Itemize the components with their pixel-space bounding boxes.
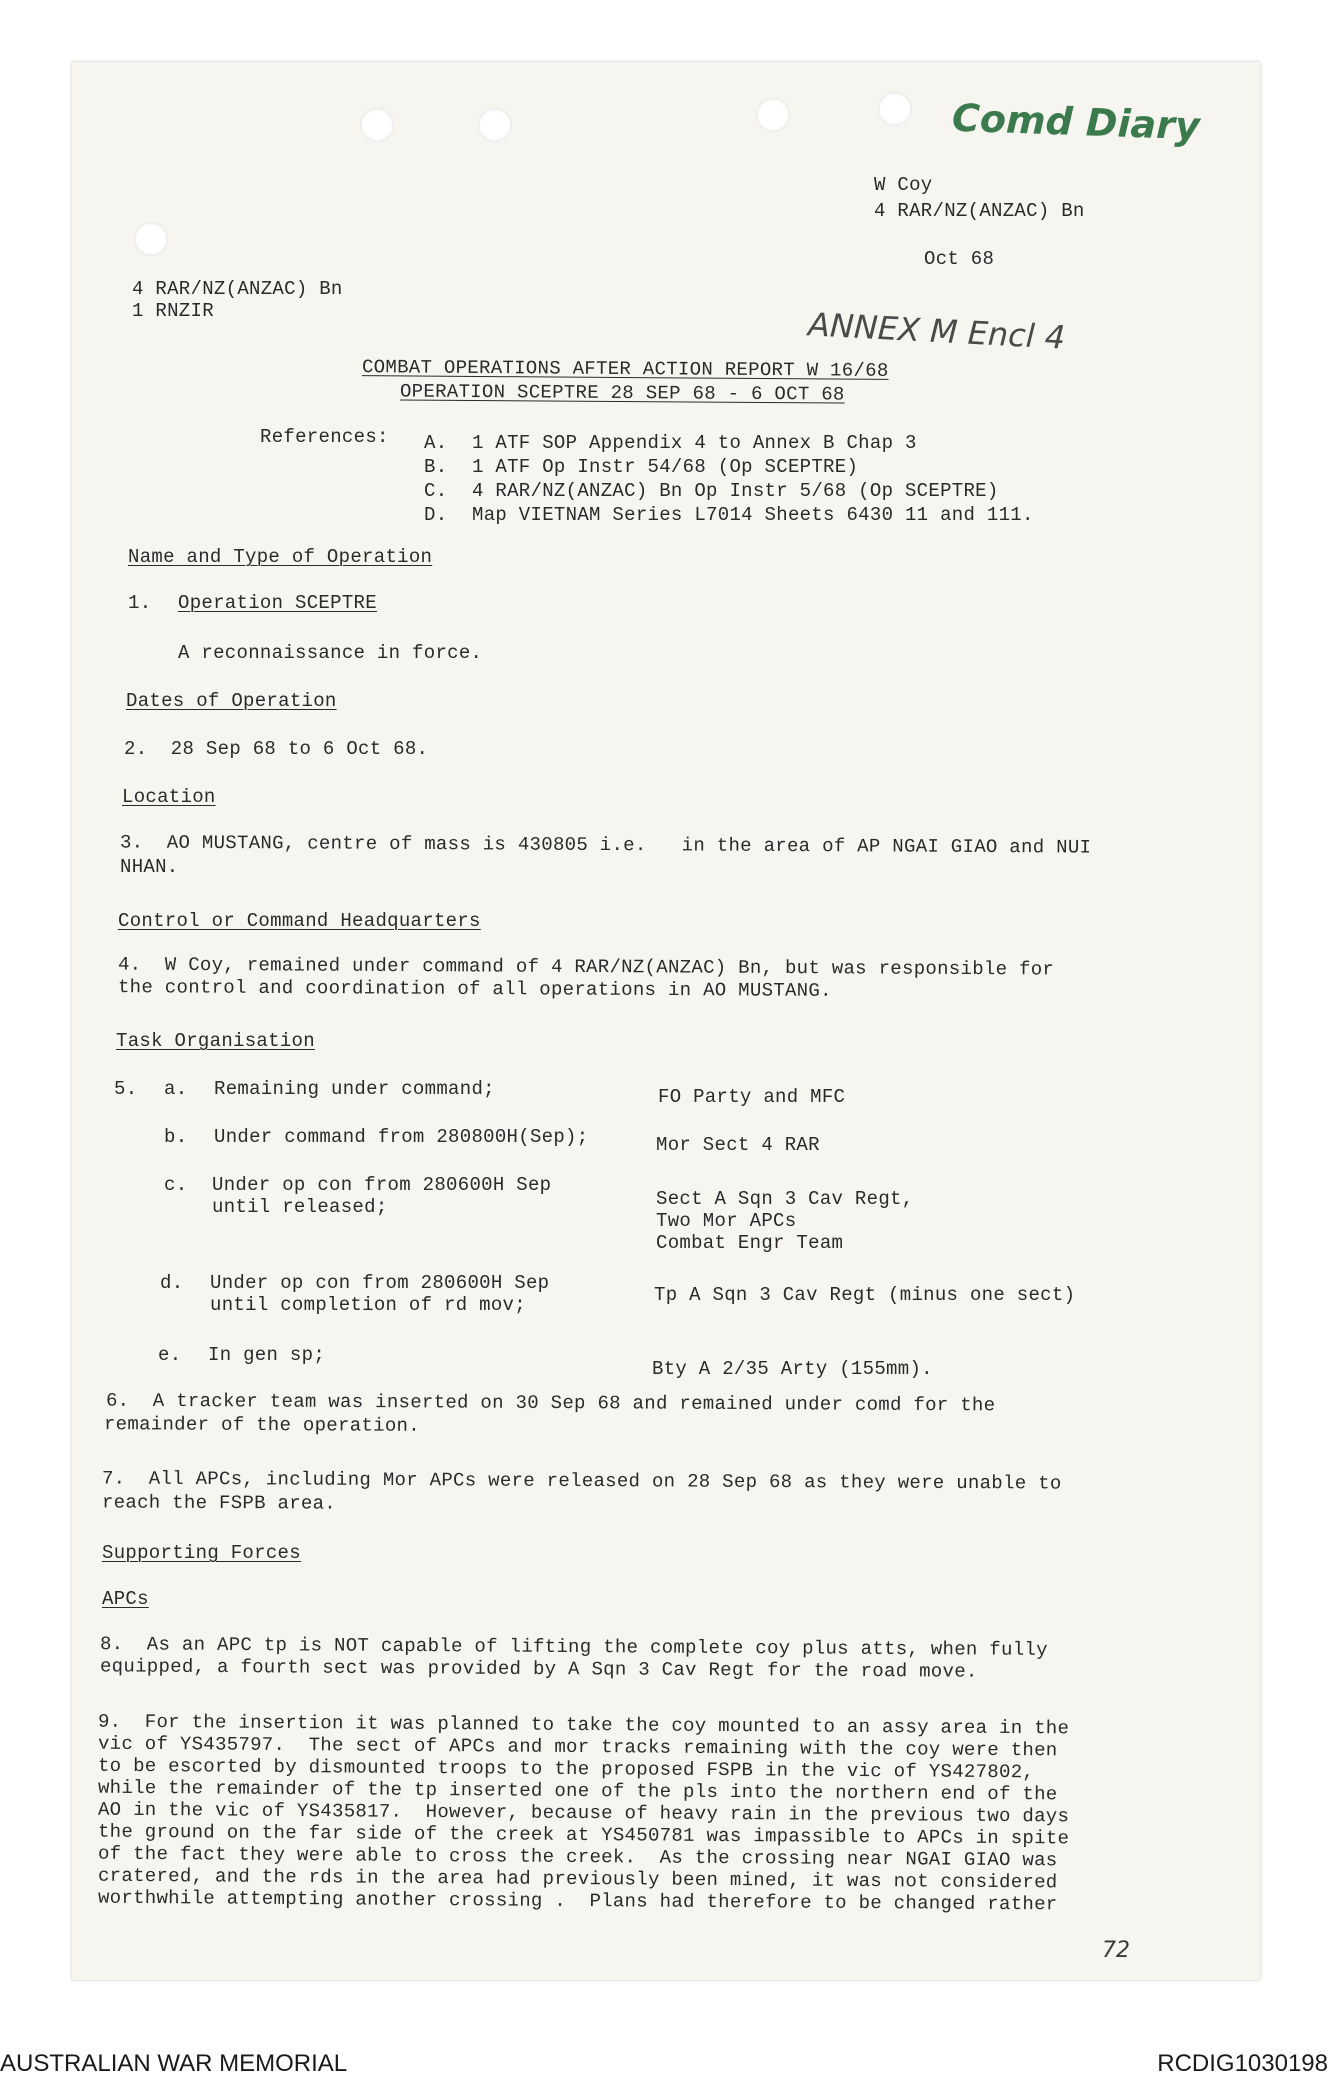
task-condition: Under command from 280800H(Sep); (214, 1126, 589, 1148)
report-title: COMBAT OPERATIONS AFTER ACTION REPORT W 16/68 (361, 356, 889, 382)
task-letter: e. (158, 1344, 182, 1366)
document-page (72, 62, 1260, 1980)
task-condition: Under op con from 280600H Sep until completion of rd mov; (210, 1272, 550, 1316)
paragraph-text: AO in the vic of YS435817. However, because of heavy rain in the previous two days (97, 1798, 1070, 1828)
sub-heading: APCs (102, 1588, 149, 1610)
page-number: 72 (1102, 1938, 1130, 1963)
reference-letter: D. (424, 504, 448, 526)
unit-line1: W Coy (874, 174, 933, 196)
reference-letter: B. (424, 456, 448, 478)
task-unit: FO Party and MFC (658, 1086, 846, 1108)
section-heading: Location (122, 786, 216, 808)
section-heading: Name and Type of Operation (128, 546, 433, 568)
paragraph-number: 1. (128, 592, 152, 614)
report-subtitle: OPERATION SCEPTRE 28 SEP 68 - 6 OCT 68 (399, 380, 845, 406)
punch-hole (134, 222, 168, 256)
paragraph-text: 8. As an APC tp is NOT capable of lifting the complete coy plus atts, when fully (99, 1633, 1048, 1661)
section-heading: Task Organisation (116, 1030, 315, 1052)
task-condition: Remaining under command; (214, 1078, 495, 1100)
references-label: References: (260, 426, 389, 448)
reference-letter: C. (424, 480, 448, 502)
punch-hole (756, 98, 790, 132)
task-unit: Mor Sect 4 RAR (656, 1134, 820, 1156)
paragraph-text: 6. A tracker team was inserted on 30 Sep 68 and remained under comd for the (105, 1389, 996, 1417)
task-unit: Sect A Sqn 3 Cav Regt, Two Mor APCs Combat Engr Team (656, 1188, 914, 1254)
footer-archive-name: AUSTRALIAN WAR MEMORIAL (0, 2050, 348, 2077)
section-heading: Dates of Operation (126, 690, 337, 712)
operation-name: Operation SCEPTRE (178, 592, 377, 614)
reference-text: Map VIETNAM Series L7014 Sheets 6430 11 and 111. (472, 504, 1034, 526)
unit-line2: 4 RAR/NZ(ANZAC) Bn (874, 200, 1085, 222)
paragraph-text: remainder of the operation. (103, 1413, 421, 1437)
handwritten-annex: ANNEX M Encl 4 (807, 305, 1067, 357)
task-condition: Under op con from 280600H Sep until released; (212, 1174, 552, 1218)
paragraph-number: 5. (114, 1078, 138, 1100)
footer-record-id: RCDIG1030198 (1157, 2050, 1328, 2077)
task-letter: a. (164, 1078, 188, 1100)
paragraph-text: vic of YS435797. The sect of APCs and mor tracks remaining with the coy were then (97, 1732, 1058, 1762)
task-unit: Bty A 2/35 Arty (155mm). (652, 1358, 933, 1380)
paragraph-text: to be escorted by dismounted troops to the proposed FSPB in the vic of YS427802, (97, 1754, 1035, 1784)
paragraph-text: 7. All APCs, including Mor APCs were released on 28 Sep 68 as they were unable to (101, 1467, 1062, 1495)
punch-hole (478, 108, 512, 142)
paragraph-text: reach the FSPB area. (101, 1491, 337, 1515)
task-letter: c. (164, 1174, 188, 1196)
paragraph-text: while the remainder of the tp inserted one of the pls into the northern end of the (97, 1776, 1058, 1806)
task-letter: d. (160, 1272, 184, 1294)
reference-text: 1 ATF SOP Appendix 4 to Annex B Chap 3 (472, 432, 917, 454)
reference-text: 4 RAR/NZ(ANZAC) Bn Op Instr 5/68 (Op SCEPTRE) (472, 480, 999, 502)
punch-hole (878, 92, 912, 126)
paragraph-text: of the fact they were able to cross the creek. As the crossing near NGAI GIAO was (97, 1842, 1058, 1872)
task-condition: In gen sp; (208, 1344, 326, 1366)
section-heading: Control or Command Headquarters (118, 910, 481, 932)
report-date: Oct 68 (924, 248, 995, 270)
paragraph-text: 9. For the insertion it was planned to take the coy mounted to an assy area in the (97, 1710, 1070, 1740)
task-letter: b. (164, 1126, 188, 1148)
paragraph-text: 3. AO MUSTANG, centre of mass is 430805 i.e. in the area of AP NGAI GIAO and NUI (119, 831, 1092, 859)
paragraph-text: A reconnaissance in force. (178, 642, 483, 664)
section-heading: Supporting Forces (102, 1542, 301, 1564)
paragraph-text: the ground on the far side of the creek at YS450781 was impassible to APCs in spite (97, 1820, 1070, 1850)
reference-letter: A. (424, 432, 448, 454)
handwritten-comd-diary: Comd Diary (951, 95, 1201, 149)
paragraph-text: cratered, and the rds in the area had previously been mined, it was not considered (97, 1864, 1058, 1894)
punch-hole (360, 108, 394, 142)
addressee-line2: 1 RNZIR (132, 300, 214, 322)
paragraph-text: equipped, a fourth sect was provided by A Sqn 3 Cav Regt for the road move. (99, 1655, 978, 1683)
paragraph-text: worthwhile attempting another crossing . Plans had therefore to be changed rather (97, 1886, 1058, 1916)
paragraph-text: 2. 28 Sep 68 to 6 Oct 68. (124, 738, 429, 760)
paragraph-text: 4. W Coy, remained under command of 4 RAR/NZ(ANZAC) Bn, but was responsible for (117, 953, 1055, 981)
paragraph-text: the control and coordination of all operations in AO MUSTANG. (117, 976, 832, 1002)
reference-text: 1 ATF Op Instr 54/68 (Op SCEPTRE) (472, 456, 859, 478)
task-unit: Tp A Sqn 3 Cav Regt (minus one sect) (654, 1284, 1076, 1306)
addressee-line1: 4 RAR/NZ(ANZAC) Bn (132, 278, 343, 300)
paragraph-text: NHAN. (120, 856, 179, 878)
